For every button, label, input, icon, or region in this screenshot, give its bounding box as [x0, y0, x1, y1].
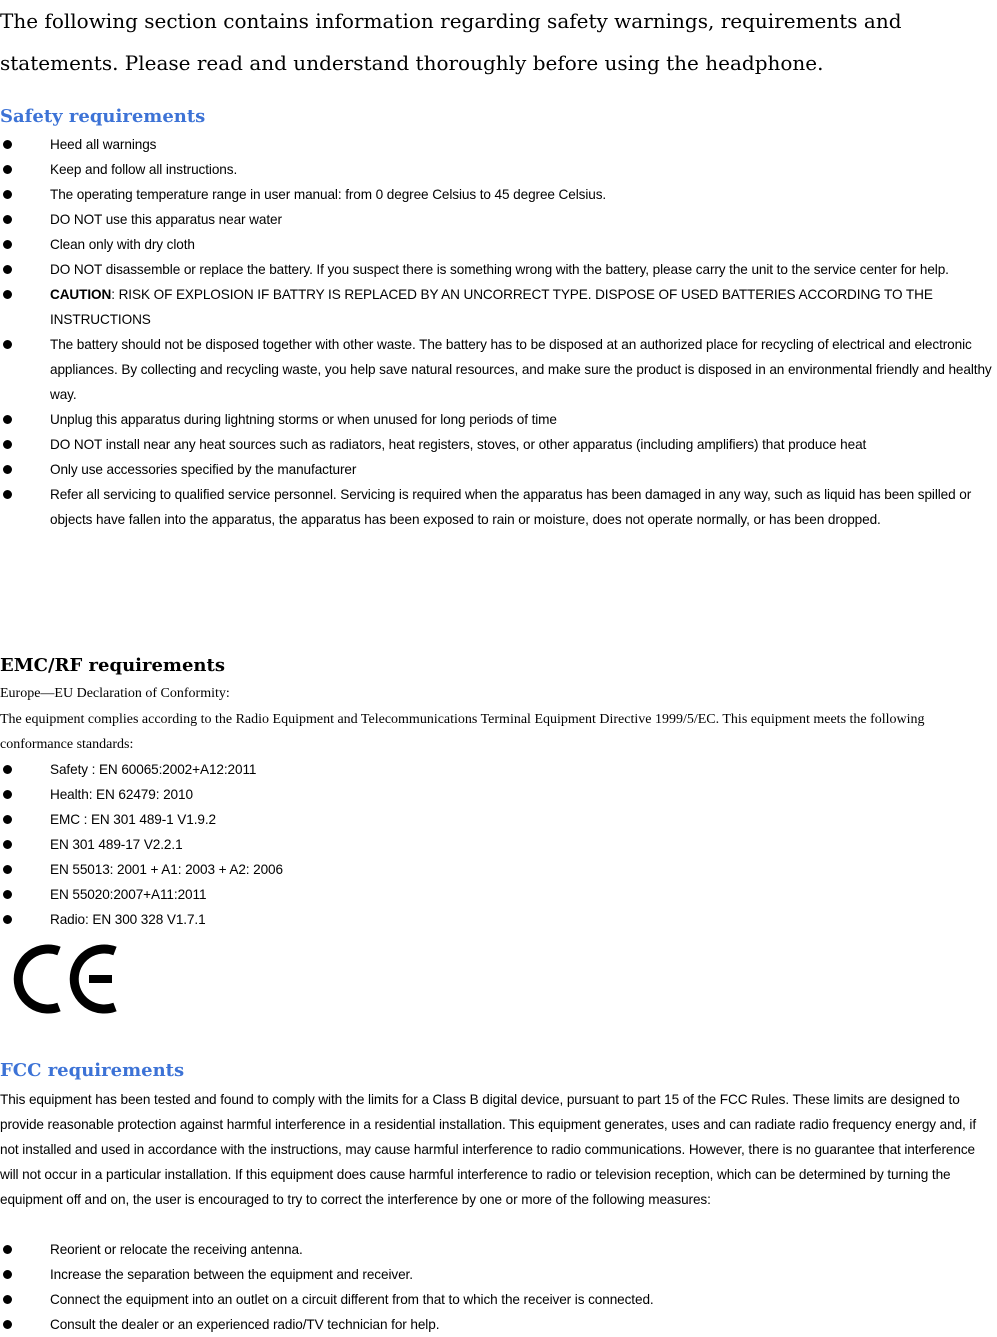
declaration-text: The equipment complies according to the Radio Equipment and Telecommunications Terminal Equipment Directive 1999/5/EC. This equipment meets the following conformance standards: [0, 712, 925, 752]
bullet-icon [3, 165, 12, 174]
ce-mark-icon [12, 939, 122, 1019]
list-item: EMC : EN 301 489-1 V1.9.2 [0, 807, 997, 832]
list-item: Heed all warnings [0, 132, 997, 157]
safety-list [0, 132, 997, 532]
caution-item [0, 282, 997, 332]
bullet-icon [3, 265, 12, 274]
bullet-icon [3, 240, 12, 249]
bullet-icon [3, 440, 12, 449]
list-item: Only use accessories specified by the manufacturer [0, 457, 997, 482]
bullet-icon [3, 890, 12, 899]
list-item: DO NOT install near any heat sources such as radiators, heat registers, stoves, or other apparatus (including amplifiers) that produce heat [0, 432, 997, 457]
list-item: Clean only with dry cloth [0, 232, 997, 257]
bullet-icon [3, 1270, 12, 1279]
bullet-icon [3, 465, 12, 474]
bullet-icon [3, 1295, 12, 1304]
bullet-icon [3, 840, 12, 849]
list-item: Consult the dealer or an experienced radio/TV technician for help. [0, 1312, 997, 1337]
fcc-measures-list [0, 1237, 997, 1337]
caution-label: CAUTION [50, 287, 112, 302]
bullet-icon [3, 215, 12, 224]
intro-paragraph: The following section contains information regarding safety warnings, requirements and statements. Please read and understand thoroughly before using the headphone. [0, 9, 902, 75]
standards-list [0, 757, 997, 932]
bullet-icon [3, 865, 12, 874]
safety-heading: Safety requirements [0, 106, 206, 127]
declaration-title: Europe—EU Declaration of Conformity: [0, 686, 230, 701]
list-item: Health: EN 62479: 2010 [0, 782, 997, 807]
bullet-icon [3, 790, 12, 799]
list-item: Safety : EN 60065:2002+A12:2011 [0, 757, 997, 782]
list-item: Unplug this apparatus during lightning storms or when unused for long periods of time [0, 407, 997, 432]
bullet-icon [3, 765, 12, 774]
list-item: Refer all servicing to qualified service personnel. Servicing is required when the apparatus has been damaged in any way, such as liquid has been spilled or objects have fallen into the apparatus, the apparatus has been exposed to rain or moisture, does not operate normally, or has been dropped. [0, 482, 997, 532]
list-item: EN 55020:2007+A11:2011 [0, 882, 997, 907]
list-item: Radio: EN 300 328 V1.7.1 [0, 907, 997, 932]
bullet-icon [3, 915, 12, 924]
bullet-icon [3, 1245, 12, 1254]
bullet-icon [3, 190, 12, 199]
bullet-icon [3, 490, 12, 499]
list-item: DO NOT use this apparatus near water [0, 207, 997, 232]
list-item: Increase the separation between the equipment and receiver. [0, 1262, 997, 1287]
list-item: Reorient or relocate the receiving antenna. [0, 1237, 997, 1262]
bullet-icon [3, 140, 12, 149]
bullet-icon [3, 290, 12, 299]
emc-heading: EMC/RF requirements [0, 655, 225, 676]
list-item: Connect the equipment into an outlet on a circuit different from that to which the receiver is connected. [0, 1287, 997, 1312]
list-item: Keep and follow all instructions. [0, 157, 997, 182]
list-item: The operating temperature range in user manual: from 0 degree Celsius to 45 degree Celsius. [0, 182, 997, 207]
fcc-paragraph: This equipment has been tested and found to comply with the limits for a Class B digital device, pursuant to part 15 of the FCC Rules. These limits are designed to provide reasonable protection against harmful interference in a residential installation. This equipment generates, uses and can radiate radio frequency energy and, if not installed and used in accordance with the instructions, may cause harmful interference to radio communications. However, there is no guarantee that interference will not occur in a particular installation. If this equipment does cause harmful interference to radio or television reception, which can be determined by turning the equipment off and on, the user is encouraged to try to correct the interference by one or more of the following measures: [0, 1092, 976, 1207]
list-item: EN 55013: 2001 + A1: 2003 + A2: 2006 [0, 857, 997, 882]
bullet-icon [3, 415, 12, 424]
bullet-icon [3, 340, 12, 349]
caution-text: : RISK OF EXPLOSION IF BATTRY IS REPLACED BY AN UNCORRECT TYPE. DISPOSE OF USED BATTERIES ACCORDING TO THE INSTRUCTIONS [50, 287, 933, 327]
list-item: EN 301 489-17 V2.2.1 [0, 832, 997, 857]
list-item: The battery should not be disposed together with other waste. The battery has to be disposed at an authorized place for recycling of electrical and electronic appliances. By collecting and recycling waste, you help save natural resources, and make sure the product is disposed in an environmental friendly and healthy way. [0, 332, 997, 407]
fcc-heading: FCC requirements [0, 1060, 185, 1081]
bullet-icon [3, 815, 12, 824]
bullet-icon [3, 1320, 12, 1329]
list-item: DO NOT disassemble or replace the battery. If you suspect there is something wrong with the battery, please carry the unit to the service center for help. [0, 257, 997, 282]
